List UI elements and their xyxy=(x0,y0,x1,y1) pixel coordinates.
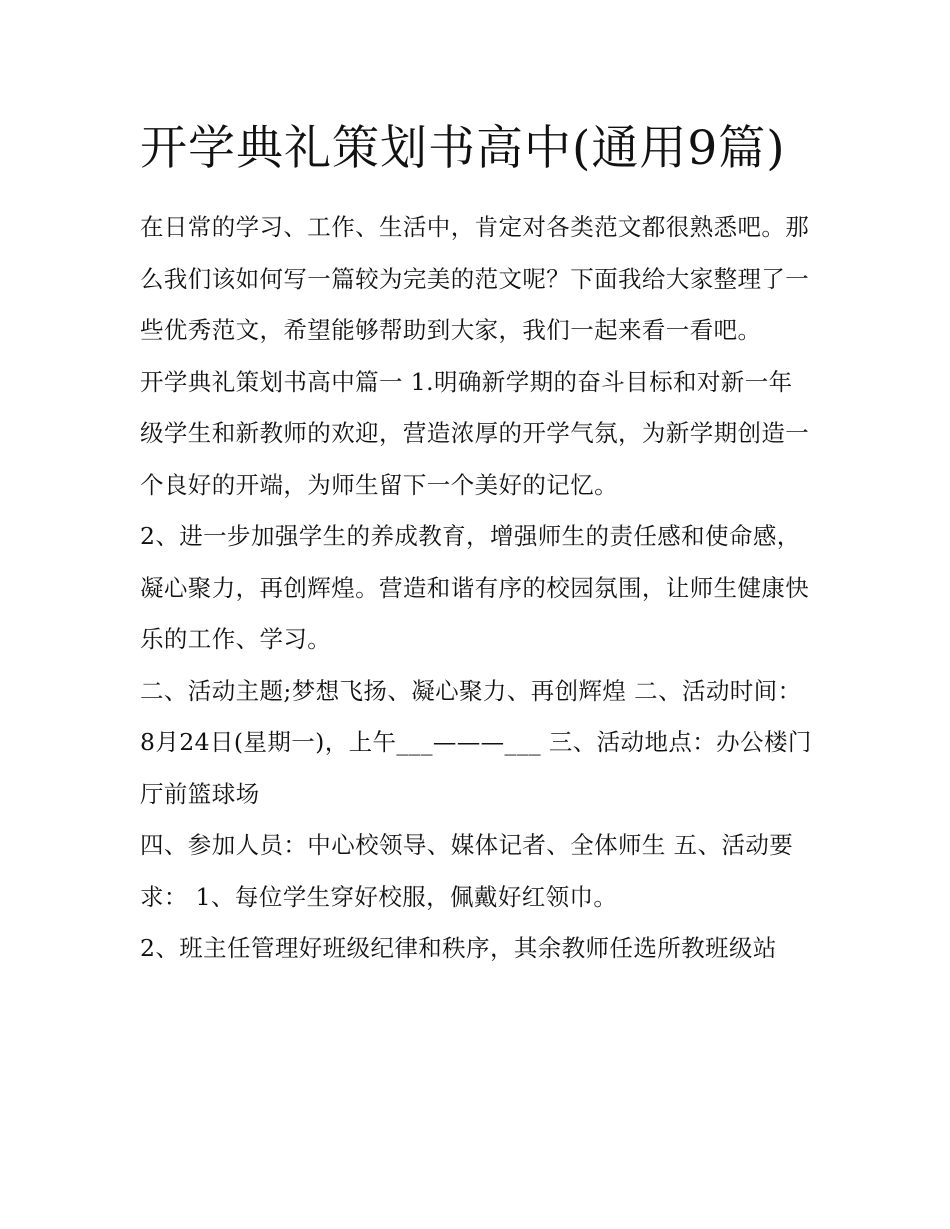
paragraph-section-one: 开学典礼策划书高中篇一 1.明确新学期的奋斗目标和对新一年级学生和新教师的欢迎，营造浓厚的开学气氛，为新学期创造一个良好的开端，为师生留下一个美好的记忆。 xyxy=(140,367,810,499)
document-title: 开学典礼策划书高中(通用9篇) xyxy=(140,121,786,176)
paragraph-intro: 在日常的学习、工作、生活中，肯定对各类范文都很熟悉吧。那么我们该如何写一篇较为完美的范文呢？下面我给大家整理了一些优秀范文，希望能够帮助到大家，我们一起来看一看吧。 xyxy=(140,213,810,344)
document-page xyxy=(140,110,812,975)
title-spacer xyxy=(140,188,812,202)
paragraph-class-teacher: 2、班主任管理好班级纪律和秩序，其余教师任选所教班级站 xyxy=(140,934,777,962)
paragraph-theme-time-place: 二、活动主题;梦想飞扬、凝心聚力、再创辉煌 二、活动时间： 8月24日(星期一)，上午___———___ 三、活动地点：办公楼门厅前篮球场 xyxy=(140,676,812,808)
paragraph-participants-requirements: 四、参加人员：中心校领导、媒体记者、全体师生 五、活动要求： 1、每位学生穿好校服，佩戴好红领巾。 xyxy=(140,831,794,911)
paragraph-item-2: 2、进一步加强学生的养成教育，增强师生的责任感和使命感，凝心聚力，再创辉煌。营造和谐有序的校园氛围，让师生健康快乐的工作、学习。 xyxy=(140,522,810,653)
